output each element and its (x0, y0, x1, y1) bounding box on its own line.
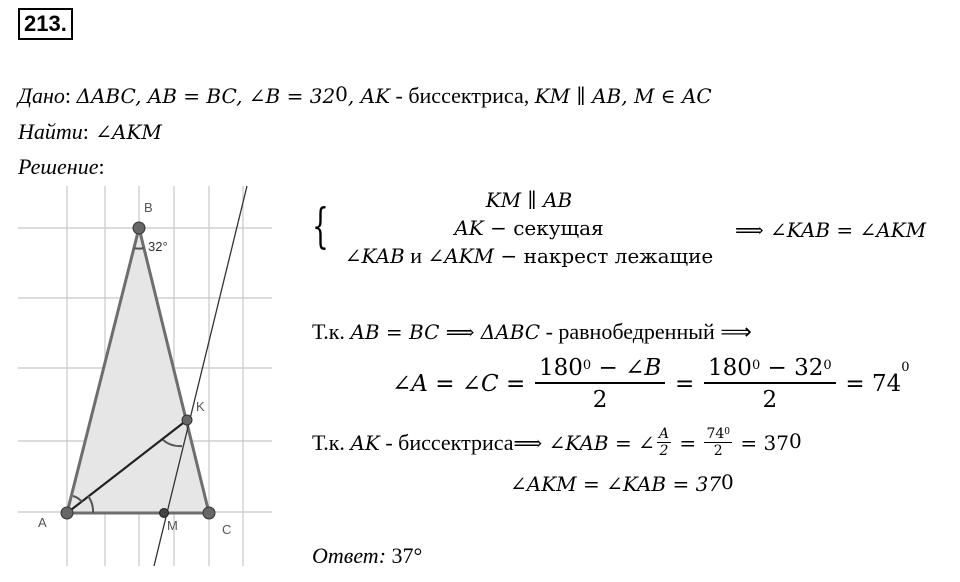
given-expr1: ΔABC, AB = BC, ∠B = 32 (76, 84, 336, 108)
solution-colon: : (98, 154, 105, 179)
given-deg-sup: 0 (335, 82, 348, 106)
solution-line (18, 153, 105, 181)
step3-line: ∠AKM = ∠KAB = $37^0$ (510, 470, 734, 496)
formula1-result: = $74^0$ (845, 359, 910, 397)
label-m: M (167, 518, 178, 533)
system-line3: ∠KAB и ∠AKM − накрест лежащие (344, 243, 714, 268)
label-k: K (196, 399, 205, 414)
find-expr: ∠AKM (88, 120, 162, 144)
system-line1: KM ∥ AB (485, 188, 573, 212)
step2-frac-74: $\frac{74^0}{2}$ (706, 426, 731, 460)
label-c: C (222, 522, 232, 537)
formula1-frac1: $\frac{180^0 - \angle B}{2}$ (535, 354, 665, 414)
problem-number: 213. (18, 8, 73, 40)
answer-value: 37° (386, 543, 423, 568)
given-text: - биссектриса, (390, 83, 535, 108)
label-b: B (144, 200, 153, 215)
step2-line: Т.к. AK - биссектриса⟹ ∠KAB = ∠ $\frac{A}{2}$ = $\frac{74^0}{2}$ = $37^0$ (312, 426, 802, 460)
point-c (203, 507, 215, 519)
point-m (160, 509, 169, 518)
point-k (182, 415, 192, 425)
formula1-lhs: ∠A = ∠C = (392, 371, 526, 397)
given-expr3: KM ∥ AB, M ∈ AC (534, 84, 712, 108)
given-line (18, 82, 712, 110)
find-colon: : (82, 119, 89, 144)
label-a: A (38, 515, 47, 530)
given-colon: : (64, 83, 72, 108)
answer-line (312, 542, 422, 570)
system-conclusion: ⟹ ∠KAB = ∠AKM (735, 218, 927, 242)
system-block (330, 186, 728, 270)
find-line (18, 118, 162, 146)
step1-expr: AB = BC ⟹ ΔABC (350, 320, 541, 344)
given-label: Дано (18, 83, 65, 108)
label-angle-b: 32° (148, 239, 168, 254)
triangle-diagram (18, 186, 280, 566)
step1-line (312, 318, 752, 346)
formula1-frac2: $\frac{180^0 - 32^0}{2}$ (704, 354, 836, 414)
triangle-abc (67, 228, 209, 513)
step2-frac-a: $\frac{A}{2}$ (658, 426, 669, 460)
answer-label: Ответ: (312, 543, 387, 568)
solution-label: Решение (18, 154, 99, 179)
system-line2: AK − секущая (454, 216, 604, 240)
system-brace: { (312, 198, 329, 254)
step1-prefix: Т.к. (312, 319, 351, 344)
point-a (61, 507, 73, 519)
find-label: Найти (18, 119, 83, 144)
formula1: ∠A = ∠C = $\frac{180^0 - \angle B}{2}$ = $\frac{180^0 - 32^0}{2}$ = $74^0$ (392, 355, 910, 413)
point-b (133, 222, 145, 234)
given-expr2: , AK (347, 84, 391, 108)
step1-text: - равнобедренный ⟹ (540, 319, 752, 344)
angle-b-arc (134, 248, 144, 249)
